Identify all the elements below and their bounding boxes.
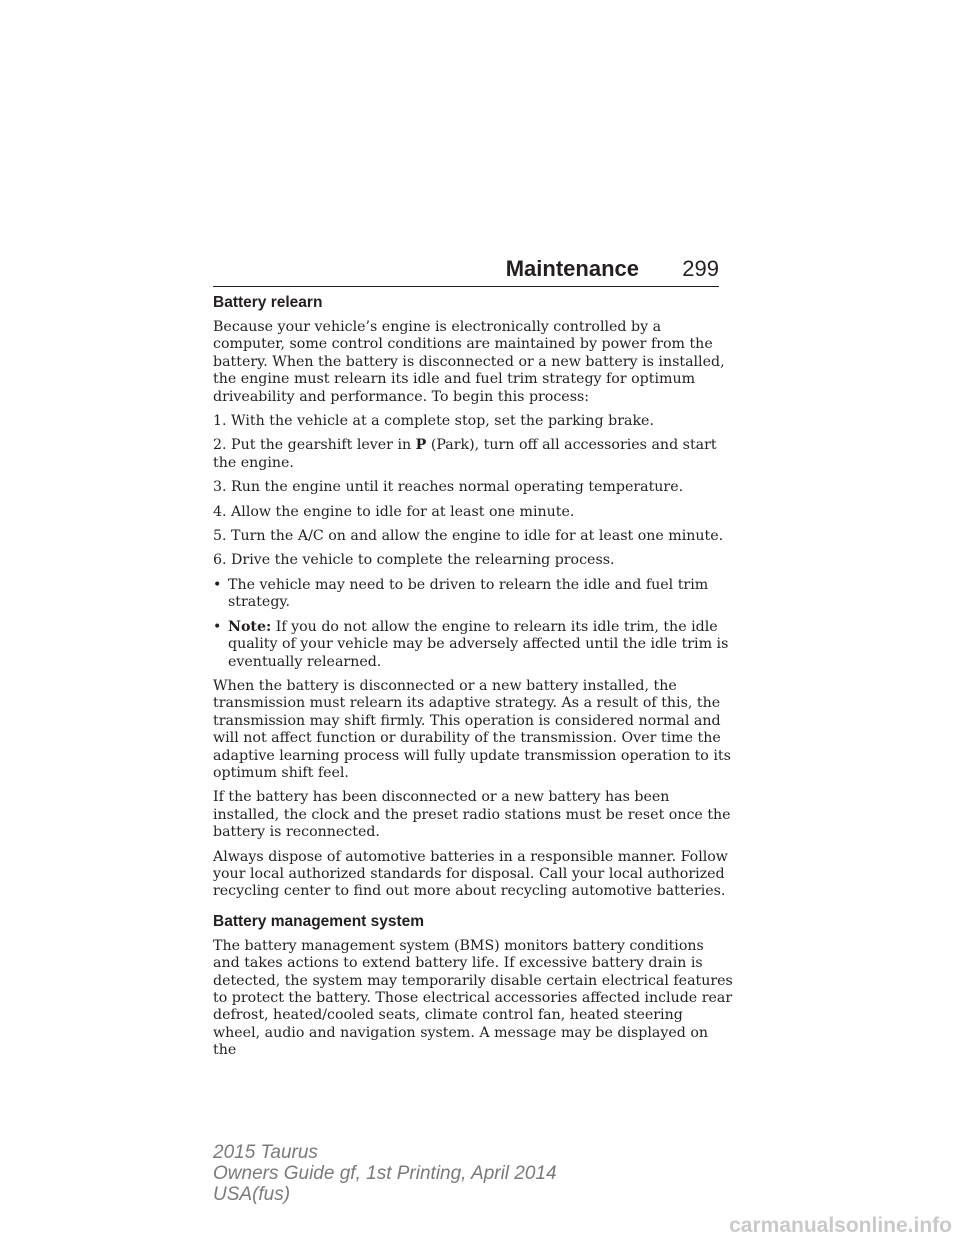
note-label: Note:	[228, 618, 272, 635]
step-2	[213, 437, 733, 472]
footer-guide-info: Owners Guide gf, 1st Printing, April 2014	[213, 1163, 557, 1184]
note-text: If you do not allow the engine to relearn its idle trim, the idle quality of your vehicle may be adversely affected until the idle trim is eventually relearned.	[228, 618, 729, 670]
step-4: 4. Allow the engine to idle for at least one minute.	[213, 503, 575, 520]
park-gear-label: P	[415, 437, 427, 454]
footer-market-name: USA	[213, 1184, 253, 1205]
clock-paragraph: If the battery has been disconnected or a new battery has been installed, the clock and the preset radio stations must be reset once the battery is reconnected.	[213, 789, 731, 841]
step-6: 6. Drive the vehicle to complete the relearning process.	[213, 552, 615, 569]
step-5: 5. Turn the A/C on and allow the engine to idle for at least one minute.	[213, 528, 724, 545]
intro-paragraph: Because your vehicle’s engine is electronically controlled by a computer, some control conditions are maintained by power from the battery. When the battery is disconnected or a new battery is installed, the engine must relearn its idle and fuel trim strategy for optimum driveability and performance. To begin this process:	[213, 319, 725, 405]
footer-model: 2015 Taurus	[213, 1142, 318, 1163]
bullet-icon: •	[213, 618, 222, 635]
disposal-paragraph: Always dispose of automotive batteries in a responsible manner. Follow your local authorized standards for disposal. Call your local authorized recycling center to find out more about recycling automotive batteries.	[213, 848, 728, 900]
section-title: Maintenance	[505, 256, 639, 281]
transmission-paragraph: When the battery is disconnected or a new battery installed, the transmission must relearn its adaptive strategy. As a result of this, the transmission may shift firmly. This operation is considered normal and will not affect function or durability of the transmission. Over time the adaptive learning process will fully update transmission operation to its optimum shift feel.	[213, 677, 731, 781]
bullet-item-driven	[213, 577, 733, 612]
bullet-text: The vehicle may need to be driven to relearn the idle and fuel trim strategy.	[228, 576, 709, 611]
watermark: carmanualsonline.info	[729, 1214, 952, 1237]
step-2-text-after: (Park), turn off all accessories and start the engine.	[213, 437, 717, 471]
note-body	[228, 619, 733, 671]
bullet-item-note	[213, 619, 733, 671]
page-header	[213, 256, 719, 287]
step-3: 3. Run the engine until it reaches normal operating temperature.	[213, 479, 684, 496]
page-content	[213, 294, 733, 1067]
page-footer	[213, 1142, 557, 1205]
footer-region-code: (fus)	[252, 1184, 291, 1205]
battery-relearn-heading: Battery relearn	[213, 294, 323, 311]
step-2-text-before: 2. Put the gearshift lever in	[213, 437, 416, 454]
footer-market	[213, 1184, 557, 1205]
bullet-icon: •	[213, 576, 222, 593]
step-1: 1. With the vehicle at a complete stop, set the parking brake.	[213, 413, 654, 430]
page-number: 299	[682, 256, 719, 281]
bms-heading: Battery management system	[213, 912, 425, 930]
bms-paragraph: The battery management system (BMS) monitors battery conditions and takes actions to extend battery life. If excessive battery drain is detected, the system may temporarily disable certain electrical features to protect the battery. Those electrical accessories affected include rear defrost, heated/cooled seats, climate control fan, heated steering wheel, audio and navigation system. A message may be displayed on the	[213, 937, 733, 1059]
